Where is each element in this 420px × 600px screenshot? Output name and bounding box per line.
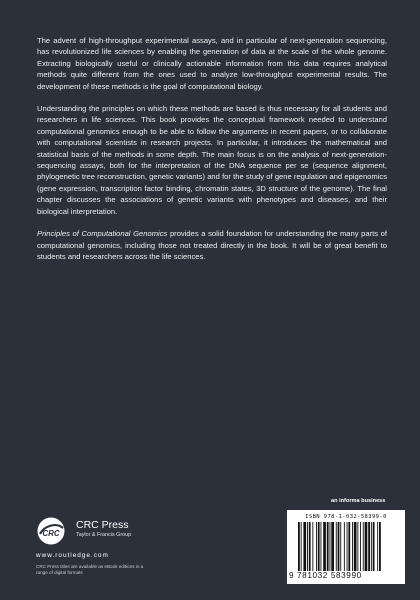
crc-press-logo-icon [36,516,66,546]
ebook-availability-note: CRC Press titles are available as eBook editions in a range of digital formats [36,564,144,575]
taylor-francis-group: Taylor & Francis Group [76,532,132,538]
informa-business-tagline: an informa business [331,498,386,504]
isbn-label: ISBN 978-1-032-58399-0 [305,514,387,520]
description-paragraph-3 [37,228,387,262]
isbn-barcode-panel [287,510,405,584]
description-paragraph-2: Understanding the principles on which these methods are based is thus necessary for all students and researchers in life sciences. This book provides the conceptual framework needed to understand computational genomics enough to be able to follow the arguments in recent papers, or to collaborate with computational scientists in research projects. In particular, it introduces the mathematical and statistical basis of the methods in some depth. The main focus is on the analysis of next-generation-sequencing assays, both for the interpretation of the DNA sequence per se (sequence alignment, phylogenetic tree reconstruction, genetic variants) and for the study of gene regulation and epigenomics (gene expression, transcription factor binding, chromatin states, 3D structure of the genome). The final chapter discusses the associations of genetic variants with phenotypes and diseases, and their biological interpretation. [37,104,387,216]
description-paragraph-1: The advent of high-throughput experimental assays, and in particular of next-generation sequencing, has revolutionized life sciences by enabling the generation of data at the scale of the whole genome. Extracting biologically useful or clinically actionable information from this data requires analytical methods quite different from the ones used to analyze low-throughput experimental results. The development of these methods is the goal of computational biology. [37,36,387,91]
back-cover-description [37,35,387,262]
crc-press-name: CRC Press [76,519,129,531]
publisher-block [34,512,204,592]
routledge-url: www.routledge.com [36,552,109,559]
book-title-italic: Principles of Computational Genomics [37,229,168,239]
barcode-number: 9 781032 583990 [289,571,403,580]
barcode-icon [297,522,399,574]
description-paragraph-3-rest: provides a solid foundation for understanding the many parts of computational genomics, including those not treated directly in the book. It will be of great benefit to students and researchers across the life sciences. [37,229,387,261]
crc-logo-letters: CRC [42,529,60,538]
